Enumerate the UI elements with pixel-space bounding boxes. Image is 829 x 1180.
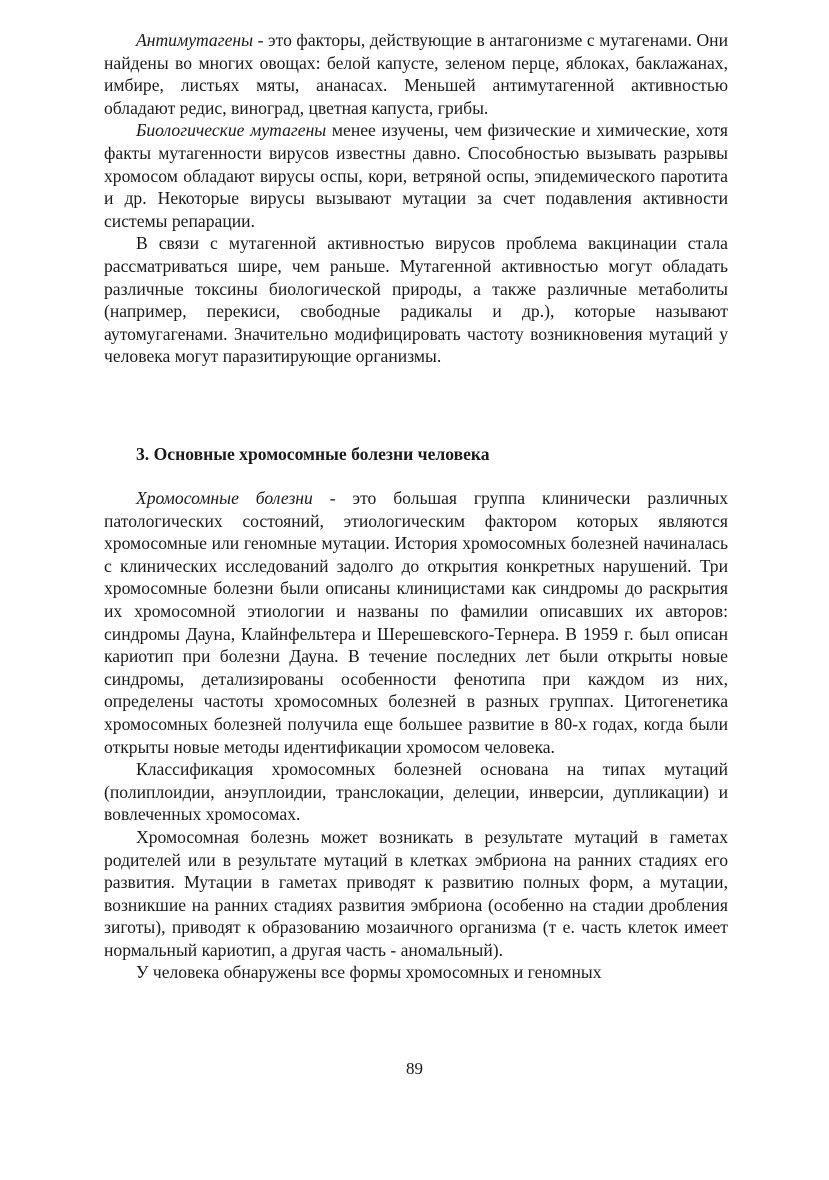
page-number: 89	[406, 1059, 423, 1078]
paragraph-chromosomal-diseases	[104, 487, 728, 758]
paragraph-origin	[104, 826, 728, 962]
paragraph-text: Хромосомная болезнь может возникать в результате мутаций в гаметах родителей или в результате мутаций в клетках эмбриона на ранних стадиях его развития. Мутации в гаметах приводят к развитию полных форм, а мутации, возникшие на ранних стадиях развития эмбриона (особенно на стадии дробления зиготы), приводят к образованию мозаичного организма (т е. часть клеток имеет нормальный кариотип, а другая часть - аномальный).	[104, 826, 728, 960]
paragraph-biological-mutagens	[104, 119, 728, 232]
paragraph-text: Классификация хромосомных болезней основана на типах мутаций (полиплоидии, анэуплоидии, транслокации, делеции, инверсии, дупликации) и вовлеченных хромосомах.	[104, 759, 728, 825]
body-text-lower	[104, 487, 728, 984]
term-antimutagens: Антимутагены	[136, 30, 254, 50]
body-text-upper	[104, 29, 728, 368]
paragraph-text: - это факторы, действующие в антагонизме с мутагенами. Они найдены во многих овощах: белой капусте, зеленом перце, яблоках, баклажанах, имбире, листьях мяты, ананасах. Меньшей антимутагенной активностью обладают редис, виноград, цветная капуста, грибы.	[104, 30, 728, 118]
paragraph-continued	[104, 961, 728, 984]
paragraph-text: У человека обнаружены все формы хромосомных и геномных	[136, 962, 602, 983]
paragraph-classification	[104, 758, 728, 826]
paragraph-text: менее изучены, чем физические и химические, хотя факты мутагенности вирусов известны давно. Способностью вызывать разрывы хромосом обладают вирусы оспы, кори, ветряной оспы, эпидемического паротита и др. Некоторые вирусы вызывают мутации за счет подавления активности системы репарации.	[104, 120, 728, 231]
term-biological-mutagens: Биологические мутагены	[136, 120, 327, 141]
section-heading: 3. Основные хромосомные болезни человека	[136, 444, 490, 464]
paragraph-text: - это большая группа клинически различных патологических состояний, этиологическим фактором которых являются хромосомные или геномные мутации. История хромосомных болезней начиналась с клинических исследований задолго до открытия конкретных нарушений. Три хромосомные болезни были описаны клиницистами как синдромы до раскрытия их хромосомной этиологии и названы по фамилии описавших их авторов: синдромы Дауна, Клайнфельтера и Шерешевского-Тернера. В 1959 г. был описан кариотип при болезни Дауна. В течение последних лет были открыты новые синдромы, детализированы особенности фенотипа при каждом из них, определены частоты хромосомных болезней в разных группах. Цитогенетика хромосомных болезней получила еще большее развитие в 80-х годах, когда были открыты новые методы идентификации хромосом человека.	[104, 488, 728, 757]
paragraph-vaccination	[104, 232, 728, 368]
paragraph-text: В связи с мутагенной активностью вирусов проблема вакцинации стала рассматриваться шире, чем раньше. Мутагенной активностью могут обладать различные токсины биологической природы, а также различные метаболиты (например, перекиси, свободные радикалы и др.), которые называют аутомугагенами. Значительно модифицировать частоту возникновения мутаций у человека могут паразитирующие организмы.	[104, 233, 728, 367]
term-chromosomal-diseases: Хромосомные болезни	[136, 488, 313, 508]
paragraph-antimutagens	[104, 29, 728, 119]
